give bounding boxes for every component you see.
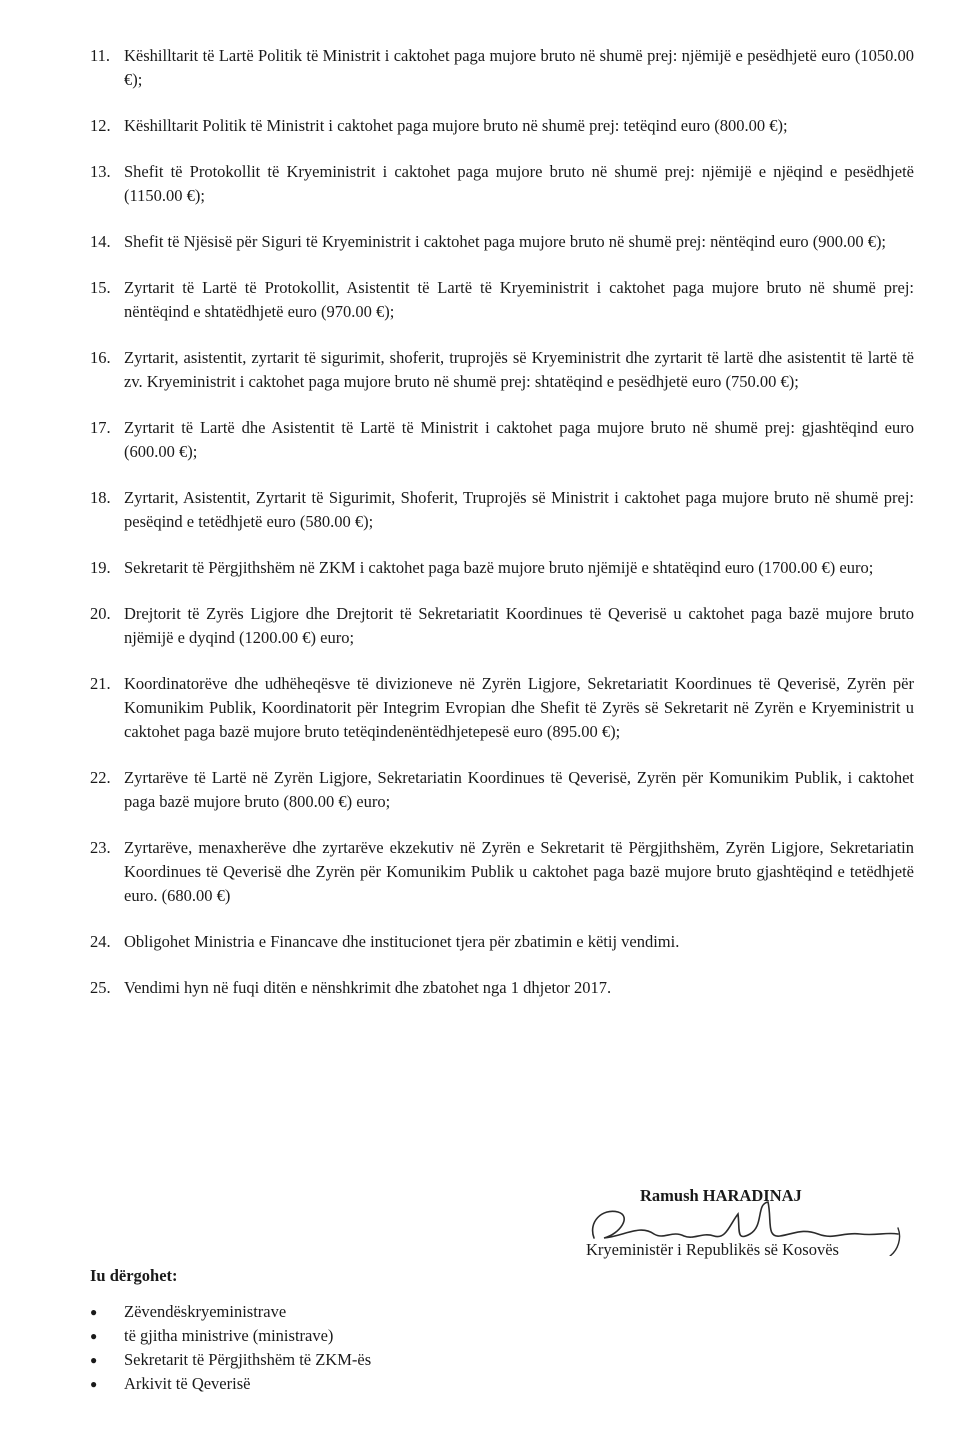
item-number: 11.: [90, 46, 111, 65]
item-text: Obligohet Ministria e Financave dhe institucionet tjera për zbatimin e këtij vendimi.: [124, 932, 680, 951]
recipient-name: Arkivit të Qeverisë: [124, 1374, 251, 1393]
bullet-icon: ●: [90, 1377, 98, 1391]
decision-item: [90, 836, 914, 908]
decision-item: [90, 976, 914, 1000]
item-number: 15.: [90, 278, 111, 297]
item-number: 19.: [90, 558, 111, 577]
item-text: Vendimi hyn në fuqi ditën e nënshkrimit dhe zbatohet nga 1 dhjetor 2017.: [124, 978, 612, 997]
recipient-name: Sekretarit të Përgjithshëm të ZKM-ës: [124, 1350, 372, 1369]
item-text: Zyrtarëve të Lartë në Zyrën Ligjore, Sekretariatin Koordinues të Qeverisë, Zyrën për Komunikim Publik, i caktohet paga bazë mujore bruto (800.00 €) euro;: [124, 768, 914, 811]
recipient-name: Zëvendëskryeministrave: [124, 1302, 287, 1321]
item-number: 25.: [90, 978, 111, 997]
item-number: 16.: [90, 348, 111, 367]
decision-item: [90, 276, 914, 324]
decision-item: [90, 346, 914, 394]
item-text: Zyrtarit, asistentit, zyrtarit të sigurimit, shoferit, truprojës së Kryeministrit dhe zyrtarit të lartë dhe asistentit të lartë të zv. Kryeministrit i caktohet paga mujore bruto në shumë prej: shtatëqind e pesëdhjetë euro (750.00 €);: [124, 348, 914, 391]
decision-item: [90, 230, 914, 254]
item-text: Zyrtarit të Lartë të Protokollit, Asistentit të Lartë të Kryeministrit i caktohet paga mujore bruto në shumë prej: nëntëqind e shtatëdhjetë euro (970.00 €);: [124, 278, 914, 321]
decision-item: [90, 416, 914, 464]
item-number: 24.: [90, 932, 111, 951]
item-number: 21.: [90, 674, 111, 693]
signatory-title: Kryeministër i Republikës së Kosovës: [586, 1240, 839, 1259]
item-text: Shefit të Njësisë për Siguri të Kryeministrit i caktohet paga mujore bruto në shumë prej: nëntëqind euro (900.00 €);: [124, 232, 887, 251]
list-item: [90, 1372, 371, 1396]
item-number: 17.: [90, 418, 111, 437]
item-text: Koordinatorëve dhe udhëheqësve të divizioneve në Zyrën Ligjore, Sekretariatit Koordinues të Qeverisë, Zyrën për Komunikim Publik, Koordinatorit për Integrim Evropian dhe Shefit të Zyrës së Sekretarit në Zyrën e Kryeministrit u caktohet paga bazë mujore bruto tetëqindenëntëdhjetepesë euro (895.00 €);: [124, 674, 914, 741]
signatory-name: Ramush HARADINAJ: [640, 1186, 802, 1205]
decision-item: [90, 766, 914, 814]
decision-item: [90, 602, 914, 650]
item-text: Këshilltarit të Lartë Politik të Ministrit i caktohet paga mujore bruto në shumë prej: njëmijë e pesëdhjetë euro (1050.00 €);: [124, 46, 914, 89]
item-text: Sekretarit të Përgjithshëm në ZKM i caktohet paga bazë mujore bruto njëmijë e shtatëqind euro (1700.00 €) euro;: [124, 558, 874, 577]
decision-item: [90, 486, 914, 534]
item-number: 23.: [90, 838, 111, 857]
decision-item: [90, 160, 914, 208]
item-number: 18.: [90, 488, 111, 507]
item-number: 12.: [90, 116, 111, 135]
item-text: Zyrtarit të Lartë dhe Asistentit të Lartë të Ministrit i caktohet paga mujore bruto në shumë prej: gjashtëqind euro (600.00 €);: [124, 418, 914, 461]
distribution-heading: Iu dërgohet:: [90, 1266, 178, 1285]
list-item: [90, 1300, 371, 1324]
list-item: [90, 1324, 371, 1348]
decision-item: [90, 930, 914, 954]
item-text: Zyrtarit, Asistentit, Zyrtarit të Sigurimit, Shoferit, Truprojës së Ministrit i caktohet paga mujore bruto në shumë prej: pesëqind e tetëdhjetë euro (580.00 €);: [124, 488, 914, 531]
item-text: Drejtorit të Zyrës Ligjore dhe Drejtorit të Sekretariatit Koordinues të Qeverisë u caktohet paga bazë mujore bruto njëmijë e dyqind (1200.00 €) euro;: [124, 604, 914, 647]
bullet-icon: ●: [90, 1305, 98, 1319]
decision-item: [90, 556, 914, 580]
item-number: 13.: [90, 162, 111, 181]
bullet-icon: ●: [90, 1353, 98, 1367]
list-item: [90, 1348, 371, 1372]
item-number: 14.: [90, 232, 111, 251]
decision-item: [90, 114, 914, 138]
signature-block: [586, 1186, 916, 1266]
decision-item: [90, 672, 914, 744]
decision-items-list: [90, 44, 914, 1022]
decision-item: [90, 44, 914, 92]
bullet-icon: ●: [90, 1329, 98, 1343]
item-text: Këshilltarit Politik të Ministrit i caktohet paga mujore bruto në shumë prej: tetëqind euro (800.00 €);: [124, 116, 788, 135]
item-number: 20.: [90, 604, 111, 623]
item-text: Shefit të Protokollit të Kryeministrit i caktohet paga mujore bruto në shumë prej: njëmijë e njëqind e pesëdhjetë (1150.00 €);: [124, 162, 914, 205]
item-number: 22.: [90, 768, 111, 787]
recipients-list: [90, 1300, 371, 1396]
recipient-name: të gjitha ministrive (ministrave): [124, 1326, 334, 1345]
item-text: Zyrtarëve, menaxherëve dhe zyrtarëve ekzekutiv në Zyrën e Sekretarit të Përgjithshëm, Zyrën Ligjore, Sekretariatin Koordinues të Qeverisë dhe Zyrën për Komunikim Publik u caktohet paga bazë mujore bruto gjashtëqind e tetëdhjetë euro. (680.00 €): [124, 838, 914, 905]
